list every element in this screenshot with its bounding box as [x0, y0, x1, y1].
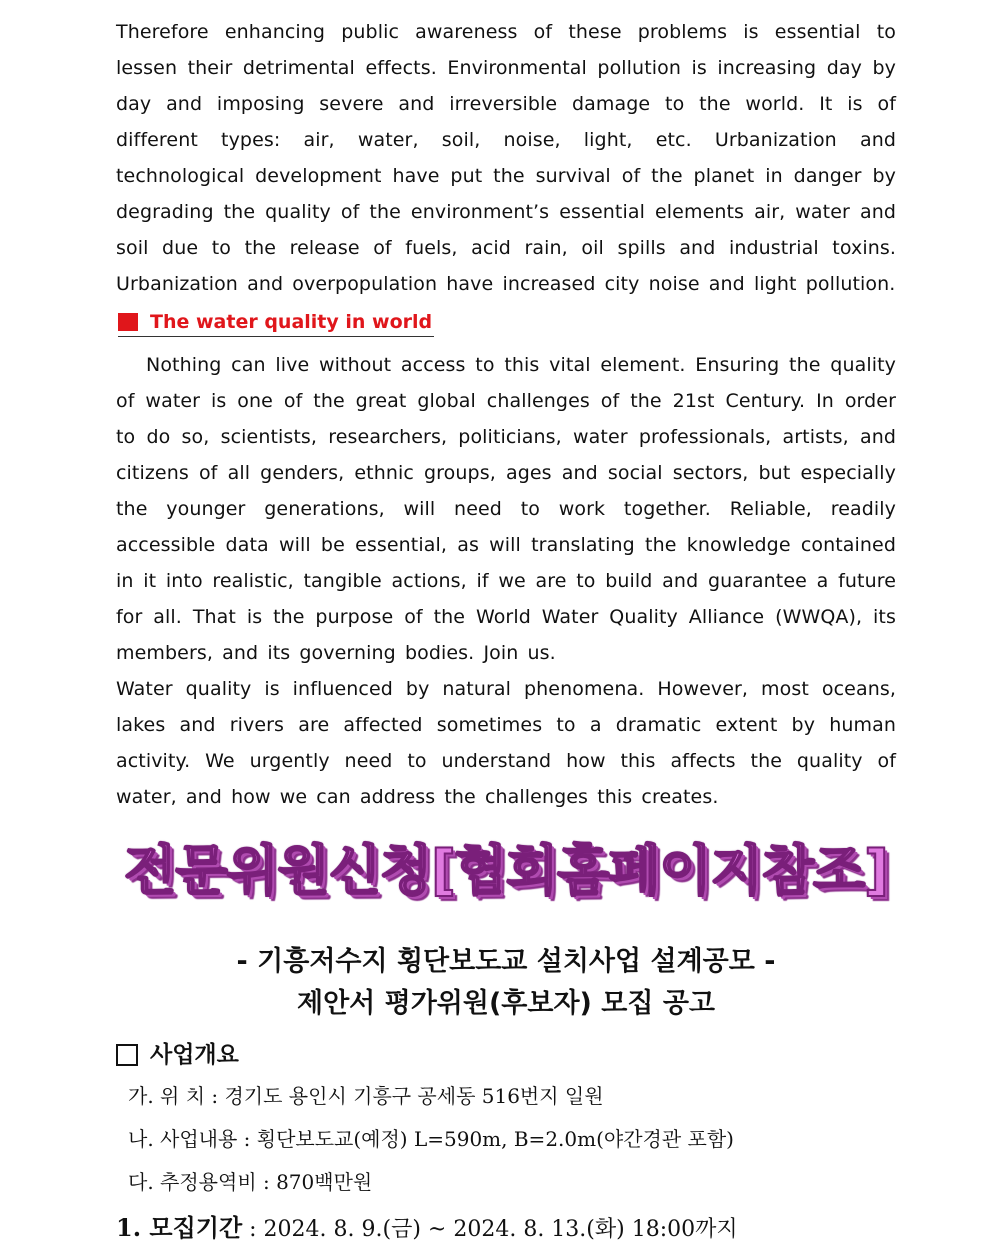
- water-paragraph-1: Nothing can live without access to this vital element. Ensuring the quality of water is one of the great global challenges of the 21st Century. In order to do so, scientists, researchers, politicians, water professionals, artists, and citizens of all genders, ethnic groups, ages and social sectors, but especially the younger generations, will need to work together. Reliable, readily accessible data will be essential, as will translating the knowledge contained in it into realistic, tangible actions, if we are to build and guarantee a future for all. That is the purpose of the World Water Quality Alliance (WWQA), its members, and its governing bodies. Join us.: [116, 354, 896, 664]
- overview-heading-text: 사업개요: [150, 1041, 239, 1068]
- section-heading-text: The water quality in world: [150, 311, 433, 333]
- overview-item-content: 나. 사업내용 : 횡단보도교(예정) L=590m, B=2.0m(야간경관 포함): [128, 1127, 734, 1151]
- checkbox-icon: [116, 1044, 138, 1066]
- square-bullet-icon: [118, 313, 138, 331]
- intro-paragraph: Therefore enhancing public awareness of these problems is essential to lessen their detrimental effects. Environmental pollution is increasing day by day and imposing severe and irreversible damage to the world. It is of different types: air, water, soil, noise, light, etc. Urbanization and technological development have put the survival of the planet in danger by degrading the quality of the environment’s essential elements air, water and soil due to the release of fuels, acid rain, oil spills and industrial toxins. Urbanization and overpopulation have increased city noise and light pollution.: [116, 21, 896, 295]
- water-paragraph-2: Water quality is influenced by natural phenomena. However, most oceans, lakes and rivers are affected sometimes to a dramatic extent by human activity. We urgently need to understand how this affects the quality of water, and how we can address the challenges this creates.: [116, 678, 896, 808]
- expert-application-banner: 전문위원신청[협회홈페이지참조]: [124, 839, 888, 902]
- section-heading: [118, 308, 434, 337]
- recruit-period: [116, 1208, 896, 1250]
- notice-title-line1: - 기흥저수지 횡단보도교 설치사업 설계공모 -: [236, 946, 776, 977]
- overview-item-cost: 다. 추정용역비 : 870백만원: [128, 1170, 373, 1194]
- overview-heading: [116, 1035, 896, 1075]
- document-content: [116, 14, 896, 1250]
- recruit-period-value: : 2024. 8. 9.(금) ~ 2024. 8. 13.(화) 18:00까지: [242, 1217, 738, 1242]
- recruit-period-label: 1. 모집기간: [116, 1213, 243, 1242]
- overview-item-location: 가. 위 치 : 경기도 용인시 기흥구 공세동 516번지 일원: [128, 1084, 604, 1108]
- notice-title-line2: 제안서 평가위원(후보자) 모집 공고: [296, 988, 716, 1019]
